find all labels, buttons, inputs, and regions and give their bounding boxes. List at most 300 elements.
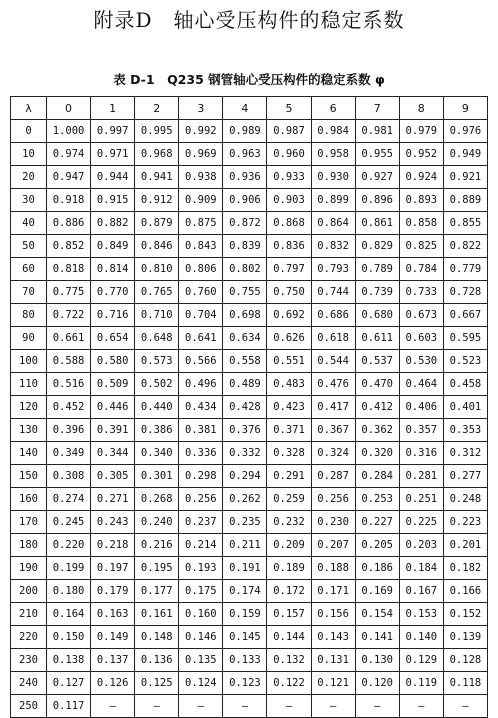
table-cell: 0.814 (91, 258, 135, 281)
table-cell: 0.744 (311, 281, 355, 304)
table-cell: 0.537 (355, 350, 399, 373)
table-cell: 0.262 (223, 488, 267, 511)
table-cell: 0.195 (135, 557, 179, 580)
row-lambda-cell: 140 (11, 442, 47, 465)
table-cell: 0.483 (267, 373, 311, 396)
table-cell: 0.566 (179, 350, 223, 373)
table-cell: 0.362 (355, 419, 399, 442)
table-cell: 0.277 (443, 465, 487, 488)
appendix-title: 附录D 轴心受压构件的稳定系数 (93, 8, 405, 32)
table-cell: 0.987 (267, 120, 311, 143)
table-cell: 0.818 (47, 258, 91, 281)
table-cell: 0.391 (91, 419, 135, 442)
table-cell: 0.122 (267, 672, 311, 695)
table-cell: 0.256 (179, 488, 223, 511)
table-cell: 0.849 (91, 235, 135, 258)
column-header-lambda: λ (11, 97, 47, 120)
table-cell: 0.428 (223, 396, 267, 419)
row-lambda-cell: 80 (11, 304, 47, 327)
table-cell: 0.452 (47, 396, 91, 419)
table-cell: 0.476 (311, 373, 355, 396)
column-header: 9 (443, 97, 487, 120)
table-caption: 表 D-1 Q235 钢管轴心受压构件的稳定系数 φ (113, 72, 385, 87)
table-cell: 0.947 (47, 166, 91, 189)
table-cell: 0.308 (47, 465, 91, 488)
table-cell: 0.406 (399, 396, 443, 419)
table-cell: 0.558 (223, 350, 267, 373)
table-cell: 0.124 (179, 672, 223, 695)
table-cell: 0.287 (311, 465, 355, 488)
table-cell: 0.963 (223, 143, 267, 166)
table-cell: 0.376 (223, 419, 267, 442)
table-cell: 0.667 (443, 304, 487, 327)
table-cell: 0.648 (135, 327, 179, 350)
table-cell: 0.320 (355, 442, 399, 465)
table-cell: 0.580 (91, 350, 135, 373)
table-cell: 0.626 (267, 327, 311, 350)
table-cell: 0.153 (399, 603, 443, 626)
table-header-row (11, 97, 488, 120)
column-header: 1 (91, 97, 135, 120)
table-cell: 0.145 (223, 626, 267, 649)
table-cell: 0.353 (443, 419, 487, 442)
table-cell: 0.530 (399, 350, 443, 373)
table-cell: 0.271 (91, 488, 135, 511)
table-row (11, 281, 488, 304)
table-cell: 0.992 (179, 120, 223, 143)
table-cell: 0.149 (91, 626, 135, 649)
table-cell: 0.489 (223, 373, 267, 396)
table-cell: 0.618 (311, 327, 355, 350)
table-cell: 0.779 (443, 258, 487, 281)
table-cell: 0.933 (267, 166, 311, 189)
table-cell: 0.654 (91, 327, 135, 350)
table-cell: 0.852 (47, 235, 91, 258)
table-cell: 0.172 (267, 580, 311, 603)
table-cell: 0.193 (179, 557, 223, 580)
table-row (11, 304, 488, 327)
table-cell: 0.161 (135, 603, 179, 626)
table-cell: 0.312 (443, 442, 487, 465)
table-cell: 1.000 (47, 120, 91, 143)
table-cell: 0.396 (47, 419, 91, 442)
table-cell: 0.846 (135, 235, 179, 258)
table-cell: 0.381 (179, 419, 223, 442)
table-cell: 0.765 (135, 281, 179, 304)
table-cell: 0.349 (47, 442, 91, 465)
table-cell: 0.544 (311, 350, 355, 373)
table-cell: 0.899 (311, 189, 355, 212)
table-row (11, 419, 488, 442)
table-cell: 0.291 (267, 465, 311, 488)
table-cell: 0.989 (223, 120, 267, 143)
table-cell: 0.822 (443, 235, 487, 258)
table-cell: 0.733 (399, 281, 443, 304)
table-cell: 0.523 (443, 350, 487, 373)
table-cell: 0.551 (267, 350, 311, 373)
column-header: 3 (179, 97, 223, 120)
table-row (11, 373, 488, 396)
table-cell: 0.952 (399, 143, 443, 166)
table-cell: 0.157 (267, 603, 311, 626)
row-lambda-cell: 210 (11, 603, 47, 626)
table-cell: 0.220 (47, 534, 91, 557)
row-lambda-cell: 120 (11, 396, 47, 419)
table-cell: 0.245 (47, 511, 91, 534)
table-cell: 0.995 (135, 120, 179, 143)
table-row (11, 189, 488, 212)
table-cell: 0.401 (443, 396, 487, 419)
table-cell: 0.573 (135, 350, 179, 373)
table-cell: 0.944 (91, 166, 135, 189)
table-cell: 0.167 (399, 580, 443, 603)
table-cell: 0.417 (311, 396, 355, 419)
column-header: 7 (355, 97, 399, 120)
table-cell: 0.893 (399, 189, 443, 212)
table-cell: 0.132 (267, 649, 311, 672)
table-row (11, 649, 488, 672)
row-lambda-cell: 40 (11, 212, 47, 235)
table-cell: 0.166 (443, 580, 487, 603)
table-cell: 0.997 (91, 120, 135, 143)
table-cell: 0.927 (355, 166, 399, 189)
table-row (11, 442, 488, 465)
table-cell: 0.918 (47, 189, 91, 212)
row-lambda-cell: 150 (11, 465, 47, 488)
table-cell: 0.839 (223, 235, 267, 258)
row-lambda-cell: 230 (11, 649, 47, 672)
table-cell: 0.223 (443, 511, 487, 534)
table-cell: 0.868 (267, 212, 311, 235)
table-cell: 0.509 (91, 373, 135, 396)
table-cell: 0.160 (179, 603, 223, 626)
table-row (11, 235, 488, 258)
table-cell: — (179, 695, 223, 718)
table-cell: 0.502 (135, 373, 179, 396)
table-cell: 0.209 (267, 534, 311, 557)
table-cell: 0.836 (267, 235, 311, 258)
row-lambda-cell: 10 (11, 143, 47, 166)
table-cell: 0.154 (355, 603, 399, 626)
table-row (11, 534, 488, 557)
column-header: 8 (399, 97, 443, 120)
table-cell: 0.728 (443, 281, 487, 304)
table-cell: 0.186 (355, 557, 399, 580)
row-lambda-cell: 180 (11, 534, 47, 557)
table-cell: 0.984 (311, 120, 355, 143)
table-cell: 0.784 (399, 258, 443, 281)
row-lambda-cell: 50 (11, 235, 47, 258)
table-cell: 0.120 (355, 672, 399, 695)
table-cell: 0.941 (135, 166, 179, 189)
table-cell: 0.371 (267, 419, 311, 442)
table-cell: 0.184 (399, 557, 443, 580)
table-cell: 0.138 (47, 649, 91, 672)
table-cell: 0.137 (91, 649, 135, 672)
table-cell: 0.148 (135, 626, 179, 649)
table-cell: 0.344 (91, 442, 135, 465)
table-cell: 0.864 (311, 212, 355, 235)
table-cell: 0.446 (91, 396, 135, 419)
table-cell: 0.412 (355, 396, 399, 419)
table-row (11, 626, 488, 649)
table-cell: 0.150 (47, 626, 91, 649)
table-cell: 0.661 (47, 327, 91, 350)
table-cell: 0.298 (179, 465, 223, 488)
table-cell: 0.205 (355, 534, 399, 557)
table-cell: 0.127 (47, 672, 91, 695)
table-row (11, 327, 488, 350)
row-lambda-cell: 240 (11, 672, 47, 695)
table-cell: 0.698 (223, 304, 267, 327)
table-cell: 0.879 (135, 212, 179, 235)
table-cell: 0.710 (135, 304, 179, 327)
table-cell: — (355, 695, 399, 718)
table-cell: 0.141 (355, 626, 399, 649)
table-row (11, 120, 488, 143)
table-row (11, 258, 488, 281)
table-cell: 0.806 (179, 258, 223, 281)
row-lambda-cell: 160 (11, 488, 47, 511)
table-row (11, 212, 488, 235)
table-cell: 0.440 (135, 396, 179, 419)
table-row (11, 488, 488, 511)
table-cell: 0.177 (135, 580, 179, 603)
table-cell: 0.367 (311, 419, 355, 442)
table-cell: 0.253 (355, 488, 399, 511)
table-cell: 0.797 (267, 258, 311, 281)
row-lambda-cell: 130 (11, 419, 47, 442)
table-cell: 0.843 (179, 235, 223, 258)
table-cell: 0.188 (311, 557, 355, 580)
table-cell: 0.284 (355, 465, 399, 488)
table-cell: 0.144 (267, 626, 311, 649)
table-cell: 0.634 (223, 327, 267, 350)
table-cell: 0.316 (399, 442, 443, 465)
table-cell: 0.855 (443, 212, 487, 235)
table-cell: 0.974 (47, 143, 91, 166)
table-row (11, 557, 488, 580)
table-cell: 0.722 (47, 304, 91, 327)
table-cell: 0.256 (311, 488, 355, 511)
table-cell: 0.136 (135, 649, 179, 672)
table-cell: 0.182 (443, 557, 487, 580)
row-lambda-cell: 90 (11, 327, 47, 350)
row-lambda-cell: 30 (11, 189, 47, 212)
table-cell: 0.938 (179, 166, 223, 189)
table-cell: 0.793 (311, 258, 355, 281)
table-cell: 0.958 (311, 143, 355, 166)
table-cell: 0.324 (311, 442, 355, 465)
table-cell: 0.211 (223, 534, 267, 557)
row-lambda-cell: 170 (11, 511, 47, 534)
table-cell: 0.595 (443, 327, 487, 350)
table-cell: 0.340 (135, 442, 179, 465)
table-cell: 0.872 (223, 212, 267, 235)
table-cell: 0.259 (267, 488, 311, 511)
table-cell: 0.189 (267, 557, 311, 580)
table-cell: 0.912 (135, 189, 179, 212)
table-cell: 0.281 (399, 465, 443, 488)
row-lambda-cell: 70 (11, 281, 47, 304)
table-cell: 0.802 (223, 258, 267, 281)
table-cell: 0.704 (179, 304, 223, 327)
table-cell: 0.423 (267, 396, 311, 419)
table-cell: 0.886 (47, 212, 91, 235)
table-cell: 0.207 (311, 534, 355, 557)
table-cell: 0.921 (443, 166, 487, 189)
table-cell: 0.237 (179, 511, 223, 534)
table-cell: 0.171 (311, 580, 355, 603)
table-row (11, 465, 488, 488)
table-cell: 0.305 (91, 465, 135, 488)
row-lambda-cell: 190 (11, 557, 47, 580)
table-cell: 0.216 (135, 534, 179, 557)
table-cell: 0.164 (47, 603, 91, 626)
table-cell: 0.117 (47, 695, 91, 718)
table-row (11, 350, 488, 373)
table-cell: 0.760 (179, 281, 223, 304)
table-cell: 0.201 (443, 534, 487, 557)
table-cell: 0.123 (223, 672, 267, 695)
row-lambda-cell: 60 (11, 258, 47, 281)
table-cell: 0.673 (399, 304, 443, 327)
row-lambda-cell: 20 (11, 166, 47, 189)
table-cell: 0.458 (443, 373, 487, 396)
table-cell: 0.903 (267, 189, 311, 212)
table-cell: 0.133 (223, 649, 267, 672)
table-cell: 0.274 (47, 488, 91, 511)
table-row (11, 603, 488, 626)
table-cell: 0.949 (443, 143, 487, 166)
table-cell: 0.129 (399, 649, 443, 672)
table-cell: 0.225 (399, 511, 443, 534)
table-cell: 0.126 (91, 672, 135, 695)
column-header: 6 (311, 97, 355, 120)
table-cell: 0.716 (91, 304, 135, 327)
column-header: 5 (267, 97, 311, 120)
row-lambda-cell: 110 (11, 373, 47, 396)
table-cell: 0.227 (355, 511, 399, 534)
table-cell: 0.156 (311, 603, 355, 626)
table-cell: 0.936 (223, 166, 267, 189)
table-cell: 0.603 (399, 327, 443, 350)
row-lambda-cell: 200 (11, 580, 47, 603)
table-cell: 0.516 (47, 373, 91, 396)
table-cell: 0.199 (47, 557, 91, 580)
table-cell: 0.739 (355, 281, 399, 304)
table-cell: 0.875 (179, 212, 223, 235)
table-cell: 0.924 (399, 166, 443, 189)
table-cell: 0.146 (179, 626, 223, 649)
table-cell: — (267, 695, 311, 718)
table-cell: 0.981 (355, 120, 399, 143)
table-cell: 0.119 (399, 672, 443, 695)
table-cell: 0.169 (355, 580, 399, 603)
table-cell: 0.832 (311, 235, 355, 258)
table-cell: 0.174 (223, 580, 267, 603)
table-cell: 0.976 (443, 120, 487, 143)
table-cell: 0.889 (443, 189, 487, 212)
column-header: 4 (223, 97, 267, 120)
table-cell: 0.896 (355, 189, 399, 212)
table-cell: 0.915 (91, 189, 135, 212)
table-cell: 0.301 (135, 465, 179, 488)
table-cell: 0.131 (311, 649, 355, 672)
table-cell: — (135, 695, 179, 718)
table-cell: 0.203 (399, 534, 443, 557)
table-cell: 0.611 (355, 327, 399, 350)
row-lambda-cell: 250 (11, 695, 47, 718)
table-cell: — (311, 695, 355, 718)
table-cell: — (91, 695, 135, 718)
table-cell: 0.755 (223, 281, 267, 304)
table-cell: 0.197 (91, 557, 135, 580)
table-cell: 0.470 (355, 373, 399, 396)
table-cell: 0.118 (443, 672, 487, 695)
table-cell: 0.434 (179, 396, 223, 419)
table-cell: 0.143 (311, 626, 355, 649)
table-cell: 0.140 (399, 626, 443, 649)
row-lambda-cell: 0 (11, 120, 47, 143)
table-cell: 0.230 (311, 511, 355, 534)
table-cell: 0.328 (267, 442, 311, 465)
table-cell: 0.121 (311, 672, 355, 695)
column-header: 0 (47, 97, 91, 120)
table-row (11, 695, 488, 718)
table-cell: 0.235 (223, 511, 267, 534)
table-cell: 0.770 (91, 281, 135, 304)
row-lambda-cell: 220 (11, 626, 47, 649)
table-cell: 0.692 (267, 304, 311, 327)
table-cell: 0.251 (399, 488, 443, 511)
table-cell: 0.191 (223, 557, 267, 580)
table-cell: 0.906 (223, 189, 267, 212)
table-cell: 0.810 (135, 258, 179, 281)
table-cell: — (443, 695, 487, 718)
table-cell: 0.909 (179, 189, 223, 212)
table-cell: 0.179 (91, 580, 135, 603)
table-cell: 0.496 (179, 373, 223, 396)
table-cell: 0.829 (355, 235, 399, 258)
table-cell: 0.135 (179, 649, 223, 672)
stability-coefficient-table (10, 96, 488, 718)
table-row (11, 511, 488, 534)
table-cell: 0.968 (135, 143, 179, 166)
table-cell: 0.332 (223, 442, 267, 465)
table-cell: 0.971 (91, 143, 135, 166)
table-cell: 0.159 (223, 603, 267, 626)
table-cell: 0.152 (443, 603, 487, 626)
table-cell: 0.775 (47, 281, 91, 304)
table-cell: 0.268 (135, 488, 179, 511)
table-cell: 0.680 (355, 304, 399, 327)
table-cell: 0.175 (179, 580, 223, 603)
table-cell: 0.336 (179, 442, 223, 465)
row-lambda-cell: 100 (11, 350, 47, 373)
table-cell: 0.386 (135, 419, 179, 442)
table-cell: 0.125 (135, 672, 179, 695)
table-cell: 0.930 (311, 166, 355, 189)
table-cell: 0.464 (399, 373, 443, 396)
table-cell: — (399, 695, 443, 718)
table-cell: 0.130 (355, 649, 399, 672)
table-cell: 0.357 (399, 419, 443, 442)
table-cell: 0.861 (355, 212, 399, 235)
table-cell: 0.789 (355, 258, 399, 281)
table-cell: 0.825 (399, 235, 443, 258)
table-cell: 0.979 (399, 120, 443, 143)
